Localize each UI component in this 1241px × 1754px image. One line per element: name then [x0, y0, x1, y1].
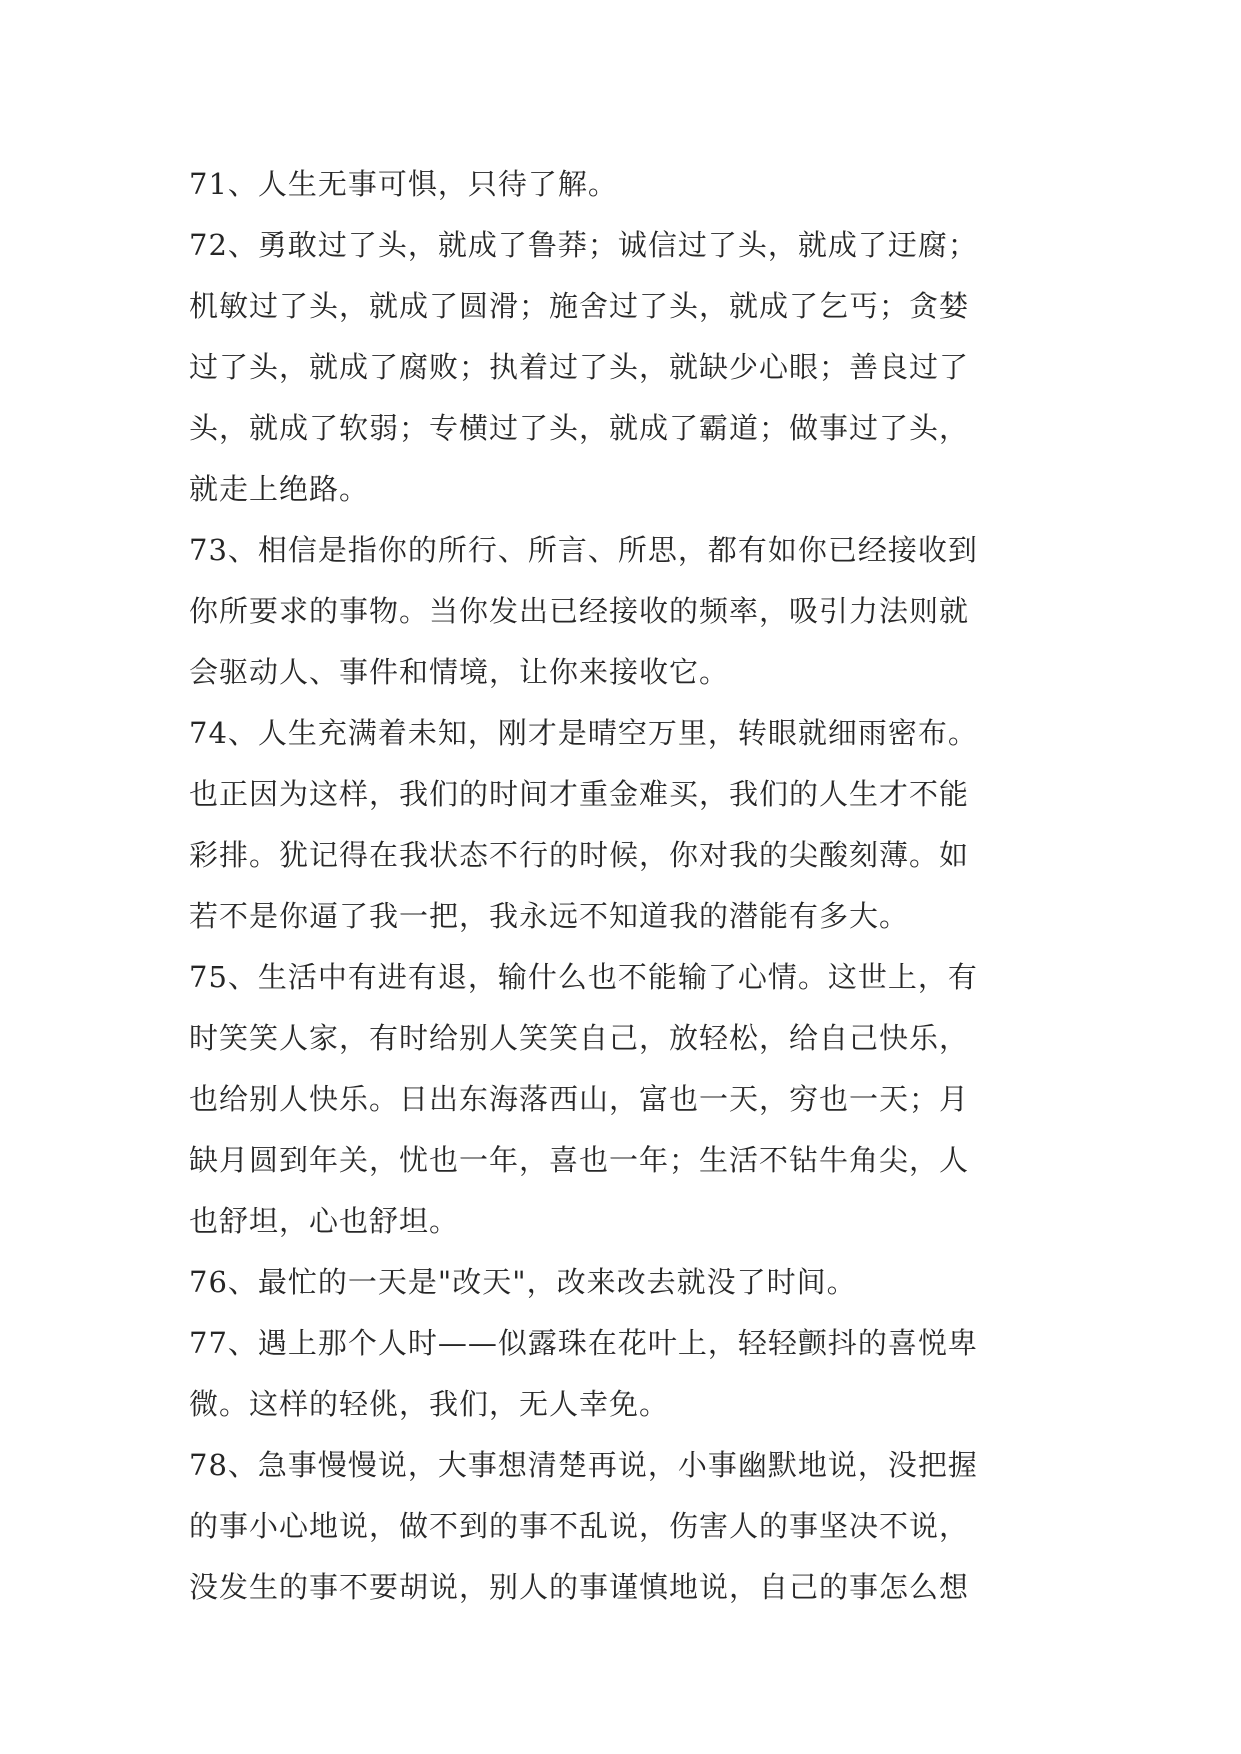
text-line: 74、人生充满着未知，刚才是晴空万里，转眼就细雨密布。: [189, 716, 978, 750]
text-line: 也给别人快乐。日出东海落西山，富也一天，穷也一天；月: [189, 1082, 970, 1116]
text-line: 77、遇上那个人时——似露珠在花叶上，轻轻颤抖的喜悦卑: [189, 1326, 978, 1360]
text-line: 75、生活中有进有退，输什么也不能输了心情。这世上，有: [189, 960, 978, 994]
text-line: 73、相信是指你的所行、所言、所思，都有如你已经接收到: [189, 533, 978, 567]
text-line: 你所要求的事物。当你发出已经接收的频率，吸引力法则就: [189, 594, 970, 628]
text-line: 也舒坦，心也舒坦。: [189, 1204, 460, 1238]
text-line: 时笑笑人家，有时给别人笑笑自己，放轻松，给自己快乐，: [189, 1021, 970, 1055]
text-line: 76、最忙的一天是"改天"，改来改去就没了时间。: [189, 1265, 857, 1299]
text-line: 会驱动人、事件和情境，让你来接收它。: [189, 655, 730, 689]
text-line: 72、勇敢过了头，就成了鲁莽；诚信过了头，就成了迂腐；: [189, 228, 978, 262]
text-line: 微。这样的轻佻，我们，无人幸免。: [189, 1387, 670, 1421]
text-line: 过了头，就成了腐败；执着过了头，就缺少心眼；善良过了: [189, 350, 970, 384]
text-line: 71、人生无事可惧，只待了解。: [189, 167, 618, 201]
text-line: 没发生的事不要胡说，别人的事谨慎地说，自己的事怎么想: [189, 1570, 970, 1604]
text-line: 若不是你逼了我一把，我永远不知道我的潜能有多大。: [189, 899, 910, 933]
text-line: 的事小心地说，做不到的事不乱说，伤害人的事坚决不说，: [189, 1509, 970, 1543]
text-line: 机敏过了头，就成了圆滑；施舍过了头，就成了乞丐；贪婪: [189, 289, 970, 323]
text-line: 缺月圆到年关，忧也一年，喜也一年；生活不钻牛角尖，人: [189, 1143, 970, 1177]
text-line: 也正因为这样，我们的时间才重金难买，我们的人生才不能: [189, 777, 970, 811]
text-line: 头，就成了软弱；专横过了头，就成了霸道；做事过了头，: [189, 411, 970, 445]
text-line: 就走上绝路。: [189, 472, 370, 506]
document-page: [189, 154, 1069, 1618]
text-line: 彩排。犹记得在我状态不行的时候，你对我的尖酸刻薄。如: [189, 838, 970, 872]
text-line: 78、急事慢慢说，大事想清楚再说，小事幽默地说，没把握: [189, 1448, 978, 1482]
